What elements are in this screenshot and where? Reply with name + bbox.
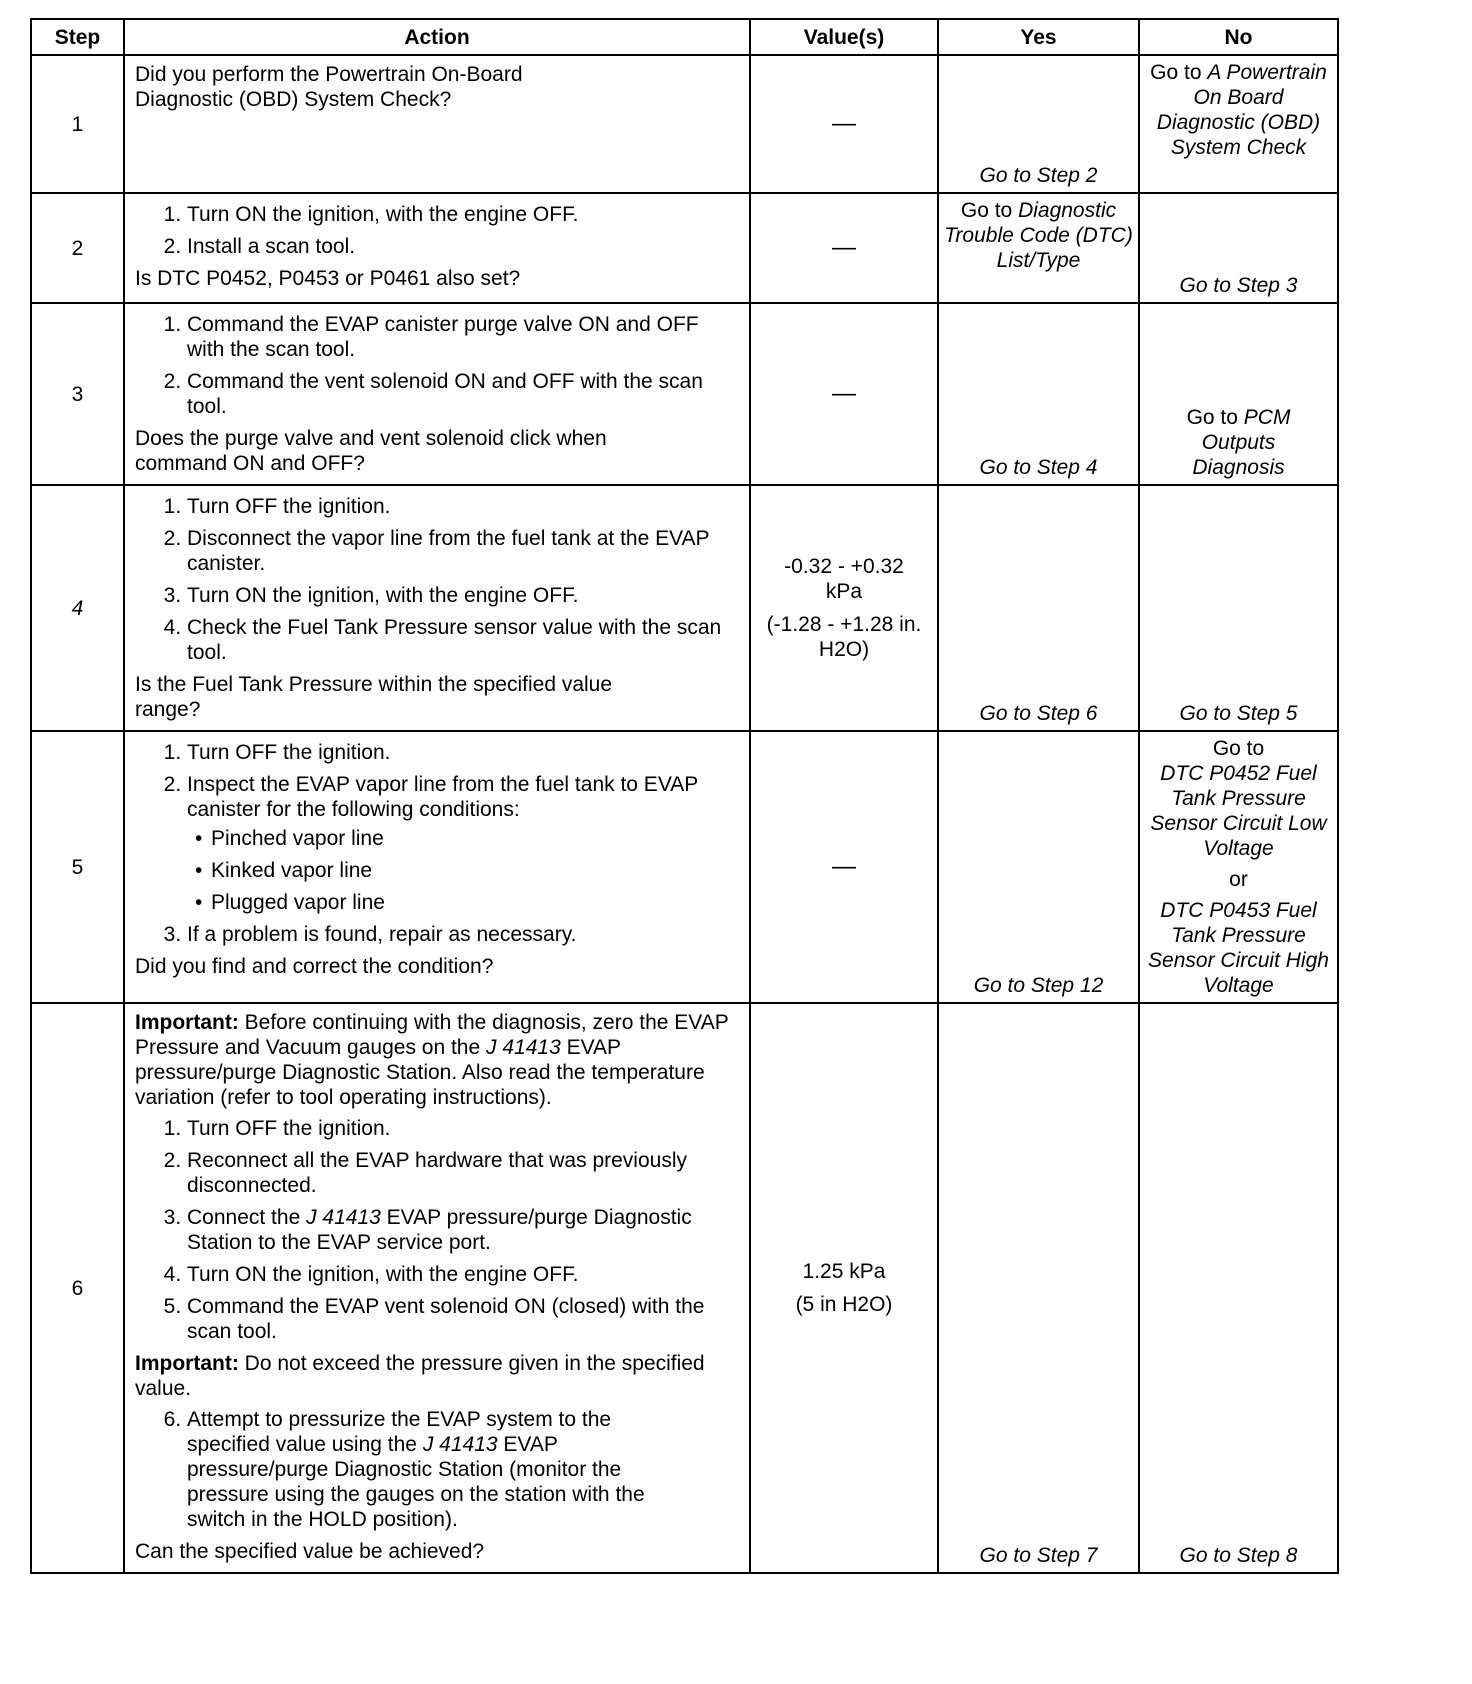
action-step: 2. Install a scan tool.	[187, 234, 739, 259]
step-number: 2	[31, 193, 124, 303]
action-steps	[135, 202, 739, 259]
step-number: 4	[31, 485, 124, 731]
tool-name: J 41413	[306, 1206, 381, 1229]
yes-cell[interactable]: Go to Step 12	[938, 731, 1139, 1003]
no-goto: Go to	[1212, 737, 1265, 760]
step-number: 6	[31, 1003, 124, 1573]
condition-item: • Pinched vapor line	[211, 826, 739, 851]
action-step	[187, 772, 739, 915]
action-steps	[135, 312, 739, 419]
action-cell	[124, 55, 750, 193]
action-cell	[124, 303, 750, 485]
step-number: 3	[31, 303, 124, 485]
condition-list	[187, 826, 739, 915]
header-action: Action	[124, 19, 750, 55]
action-step: 1. Turn ON the ignition, with the engine OFF.	[187, 202, 739, 227]
important-note	[135, 1351, 739, 1401]
action-step: 1. Turn OFF the ignition.	[187, 494, 739, 519]
yes-link[interactable]: Diagnostic Trouble Code (DTC) List/Type	[944, 199, 1133, 272]
action-step	[187, 1205, 739, 1255]
yes-cell	[938, 55, 1139, 193]
action-step-text: EVAP pressure/purge Diagnostic Station (monitor the pressure using the gauges on the station with the switch in the HOLD position).	[187, 1433, 645, 1531]
action-question: Did you perform the Powertrain On-Board Diagnostic (OBD) System Check?	[135, 63, 523, 111]
action-step: 4. Check the Fuel Tank Pressure sensor value with the scan tool.	[187, 615, 739, 665]
yes-cell	[938, 193, 1139, 303]
no-cell[interactable]: Go to Step 5	[1139, 485, 1338, 731]
yes-cell[interactable]: Go to Step 7	[938, 1003, 1139, 1573]
value-kpa: 1.25 kPa	[802, 1260, 886, 1283]
action-step: 2. Reconnect all the EVAP hardware that was previously disconnected.	[187, 1148, 739, 1198]
table-row	[31, 731, 1338, 1003]
important-text: Do not exceed the pressure given in the specified value.	[135, 1352, 705, 1400]
value-cell	[750, 1003, 938, 1573]
no-link[interactable]: A Powertrain On Board Diagnostic (OBD) System Check	[1156, 61, 1327, 159]
action-cell	[124, 485, 750, 731]
action-step: 4. Turn ON the ignition, with the engine OFF.	[187, 1262, 739, 1287]
no-cell	[1139, 731, 1338, 1003]
condition-item: • Plugged vapor line	[211, 890, 739, 915]
action-steps	[135, 494, 739, 665]
value-cell	[750, 193, 938, 303]
action-step: 3. If a problem is found, repair as necessary.	[187, 922, 739, 947]
header-step: Step	[31, 19, 124, 55]
no-text: Go to	[1186, 406, 1244, 429]
yes-cell[interactable]: Go to Step 6	[938, 485, 1139, 731]
action-cell	[124, 1003, 750, 1573]
action-step-text: Attempt to pressurize the EVAP system to the specified value using the	[187, 1408, 612, 1456]
action-question: Did you find and correct the condition?	[135, 955, 494, 978]
value-cell	[750, 731, 938, 1003]
no-text: Go to	[1150, 61, 1208, 84]
step-number: 5	[31, 731, 124, 1003]
action-step: 1. Turn OFF the ignition.	[187, 740, 739, 765]
table-header-row	[31, 19, 1338, 55]
action-cell	[124, 193, 750, 303]
value-dash: —	[832, 380, 856, 407]
no-link-high[interactable]: DTC P0453 Fuel Tank Pressure Sensor Circuit High Voltage	[1148, 899, 1329, 997]
action-steps	[135, 740, 739, 947]
header-no: No	[1139, 19, 1338, 55]
diagnostic-table	[30, 18, 1339, 1574]
no-cell	[1139, 303, 1338, 485]
no-cell[interactable]: Go to Step 8	[1139, 1003, 1338, 1573]
no-link-low[interactable]: DTC P0452 Fuel Tank Pressure Sensor Circuit Low Voltage	[1150, 762, 1327, 860]
action-step: 1. Command the EVAP canister purge valve ON and OFF with the scan tool.	[187, 312, 739, 362]
yes-link[interactable]: Go to Step 4	[979, 456, 1098, 479]
value-cell	[750, 55, 938, 193]
action-step-text: EVAP pressure/purge Diagnostic Station to the EVAP service port.	[187, 1206, 692, 1254]
action-cell	[124, 731, 750, 1003]
tool-name: J 41413	[486, 1036, 561, 1059]
table-row	[31, 485, 1338, 731]
action-step: 5. Command the EVAP vent solenoid ON (closed) with the scan tool.	[187, 1294, 739, 1344]
important-note	[135, 1010, 739, 1110]
condition-item: • Kinked vapor line	[211, 858, 739, 883]
action-step-text: Connect the	[187, 1206, 307, 1229]
action-question: Does the purge valve and vent solenoid click when command ON and OFF?	[135, 427, 607, 475]
yes-text: Go to	[960, 199, 1019, 222]
action-step: 2. Disconnect the vapor line from the fuel tank at the EVAP canister.	[187, 526, 739, 576]
important-label: Important:	[135, 1011, 239, 1034]
value-cell	[750, 485, 938, 731]
no-or: or	[1229, 868, 1248, 891]
value-kpa: -0.32 - +0.32 kPa	[784, 555, 904, 603]
action-question: Can the specified value be achieved?	[135, 1540, 485, 1563]
value-dash: —	[832, 234, 856, 261]
no-link[interactable]: PCM Outputs Diagnosis	[1192, 406, 1291, 479]
action-step	[187, 1407, 687, 1532]
value-inh2o: (-1.28 - +1.28 in. H2O)	[766, 613, 922, 661]
important-label: Important:	[135, 1352, 239, 1375]
header-yes: Yes	[938, 19, 1139, 55]
step-number: 1	[31, 55, 124, 193]
action-steps	[135, 1407, 739, 1532]
tool-name: J 41413	[422, 1433, 498, 1456]
action-step: 1. Turn OFF the ignition.	[187, 1116, 739, 1141]
value-inh2o: (5 in H2O)	[795, 1293, 893, 1316]
important-text: EVAP pressure/purge Diagnostic Station. Also read the temperature variation (refer to tool operating instructions).	[135, 1036, 705, 1109]
action-question: Is the Fuel Tank Pressure within the specified value range?	[135, 673, 613, 721]
value-dash: —	[832, 110, 856, 137]
no-link[interactable]: Go to Step 3	[1179, 274, 1298, 297]
action-steps	[135, 1116, 739, 1344]
no-cell	[1139, 55, 1338, 193]
value-dash: —	[832, 853, 856, 880]
value-cell	[750, 303, 938, 485]
action-step-text: Inspect the EVAP vapor line from the fuel tank to EVAP canister for the following conditions:	[187, 773, 698, 821]
no-cell	[1139, 193, 1338, 303]
header-values: Value(s)	[750, 19, 938, 55]
yes-cell	[938, 303, 1139, 485]
table-row	[31, 193, 1338, 303]
table-row	[31, 1003, 1338, 1573]
table-row	[31, 55, 1338, 193]
important-text: Before continuing with the diagnosis, zero the EVAP Pressure and Vacuum gauges on the	[135, 1011, 729, 1059]
action-question: Is DTC P0452, P0453 or P0461 also set?	[135, 267, 521, 290]
yes-link[interactable]: Go to Step 2	[979, 164, 1098, 187]
action-step: 3. Turn ON the ignition, with the engine OFF.	[187, 583, 739, 608]
action-step: 2. Command the vent solenoid ON and OFF with the scan tool.	[187, 369, 739, 419]
table-row	[31, 303, 1338, 485]
